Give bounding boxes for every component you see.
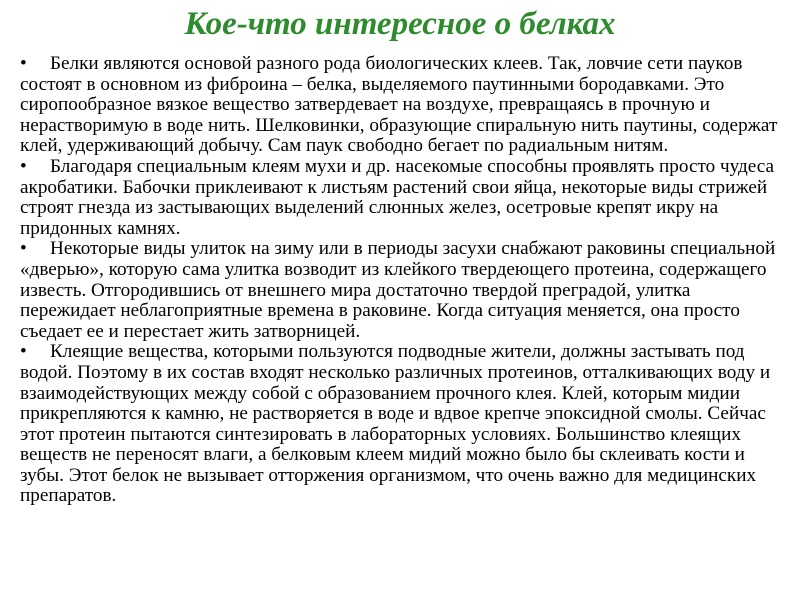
slide-title: Кое-что интересное о белках	[184, 6, 616, 42]
bullet-icon: •	[20, 238, 27, 260]
bullet-icon: •	[20, 53, 27, 74]
slide-body	[20, 54, 780, 507]
bullet-icon: •	[20, 155, 27, 177]
bullet-paragraph	[20, 239, 780, 342]
paragraph-text: Некоторые виды улиток на зиму или в периоды засухи снабжают раковины специальной «дверью», которую сама улитка возводит из клейкого твердеющего протеина, содержащего известь. Отгородившись от внешнего мира достаточно твердой преградой, улитка пережидает неблагоприятные времена в раковине. Когда ситуация меняется, она просто съедает ее и перестает жить затворницей.	[20, 238, 776, 342]
bullet-paragraph	[20, 54, 780, 157]
paragraph-text: Клеящие вещества, которыми пользуются подводные жители, должны застывать под водой. Поэтому в их состав входят несколько различных протеинов, отталкивающих воду и взаимодействующих между собой с образованием прочного клея. Клей, которым мидии прикрепляются к камню, не растворяется в воде и вдвое крепче эпоксидной смолы. Сейчас этот протеин пытаются синтезировать в лабораторных условиях. Большинство клеящих веществ не переносят влаги, а белковым клеем мидий можно было бы склеивать кости и зубы. Этот белок не вызывает отторжения организмом, что очень важно для медицинских препаратов.	[20, 341, 771, 507]
bullet-icon: •	[20, 341, 27, 363]
paragraph-text: Белки являются основой разного рода биологических клеев. Так, ловчие сети пауков состоят в основном из фиброина – белка, выделяемого паутинными бородавками. Это сиропообразное вязкое вещество затвердевает на воздухе, превращаясь в прочную и нерастворимую в воде нить. Шелковинки, образующие спиральную нить паутины, содержат клей, удерживающий добычу. Сам паук свободно бегает по радиальным нитям.	[20, 53, 778, 157]
bullet-paragraph	[20, 342, 780, 507]
bullet-paragraph	[20, 157, 780, 239]
paragraph-text: Благодаря специальным клеям мухи и др. насекомые способны проявлять просто чудеса акробатики. Бабочки приклеивают к листьям растений свои яйца, некоторые виды стрижей строят гнезда из застывающих выделений слюнных желез, осетровые крепят икру на придонных камнях.	[20, 155, 775, 239]
